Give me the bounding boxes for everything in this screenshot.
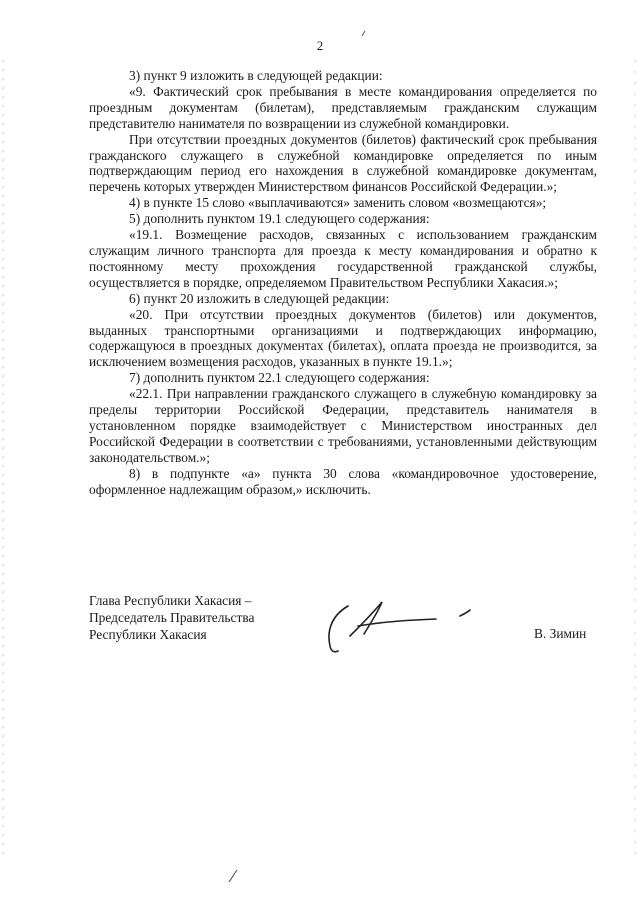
page-number: 2 — [316, 38, 324, 53]
paragraph: «19.1. Возмещение расходов, связанных с использованием гражданским служащим личного транспорта для проезда к месту командирования и обратно к постоянному месту прохождения государственной гражданской службы, осуществляется в порядке, определяемом Правительством Республики Хакасия.»; — [89, 227, 597, 290]
paragraph: При отсутствии проездных документов (билетов) фактический срок пребывания гражданского служащего в служебной командировке определяется по иным подтверждающим период его нахождения в служебной командировке документам, перечень которых утвержден Министерством финансов Российской Федерации.»; — [89, 131, 597, 195]
signatory-title-line: Республики Хакасия — [89, 627, 207, 642]
paragraph: 3) пункт 9 изложить в следующей редакции: — [129, 68, 383, 83]
paragraph: «22.1. При направлении гражданского служащего в служебную командировку за пределы территории Российской Федерации, представитель нанимателя в установленном порядке взаимодействует с Министерством иностранных дел Российской Федерации в соответствии с требованиями, установленными действующим законодательством.»; — [89, 386, 597, 465]
document-body — [89, 68, 597, 497]
paragraph: 5) дополнить пунктом 19.1 следующего содержания: — [129, 211, 430, 227]
scan-speck — [226, 868, 240, 884]
paragraph: 7) дополнить пунктом 22.1 следующего содержания: — [129, 370, 430, 386]
signatory-title — [89, 592, 254, 643]
paragraph: 6) пункт 20 изложить в следующей редакции: — [129, 290, 390, 306]
signatory-title-line: Глава Республики Хакасия – — [89, 593, 252, 608]
scan-speck — [360, 30, 368, 38]
scan-edge-artifact — [2, 60, 4, 860]
paragraph: 4) в пункте 15 слово «выплачиваются» заменить словом «возмещаются»; — [129, 195, 547, 211]
paragraph: 8) в подпункте «а» пункта 30 слова «командировочное удостоверение, оформленное надлежащим образом,» исключить. — [89, 465, 597, 497]
paragraph: «9. Фактический срок пребывания в месте командирования определяется по проездным документам (билетам), представляемым гражданским служащим представителю нанимателя по возвращении из служебной командировки. — [89, 83, 597, 131]
signatory-name: В. Зимин — [534, 626, 587, 641]
handwritten-signature — [320, 596, 480, 656]
paragraph: «20. При отсутствии проездных документов (билетов) или документов, выданных транспортными организациями и подтверждающих информацию, содержащуюся в проездных документах (билетах), оплата проезда не производится, за исключением возмещения расходов, указанных в пункте 19.1.»; — [89, 306, 597, 370]
signatory-title-line: Председатель Правительства — [89, 610, 255, 625]
scan-edge-artifact — [634, 60, 636, 860]
